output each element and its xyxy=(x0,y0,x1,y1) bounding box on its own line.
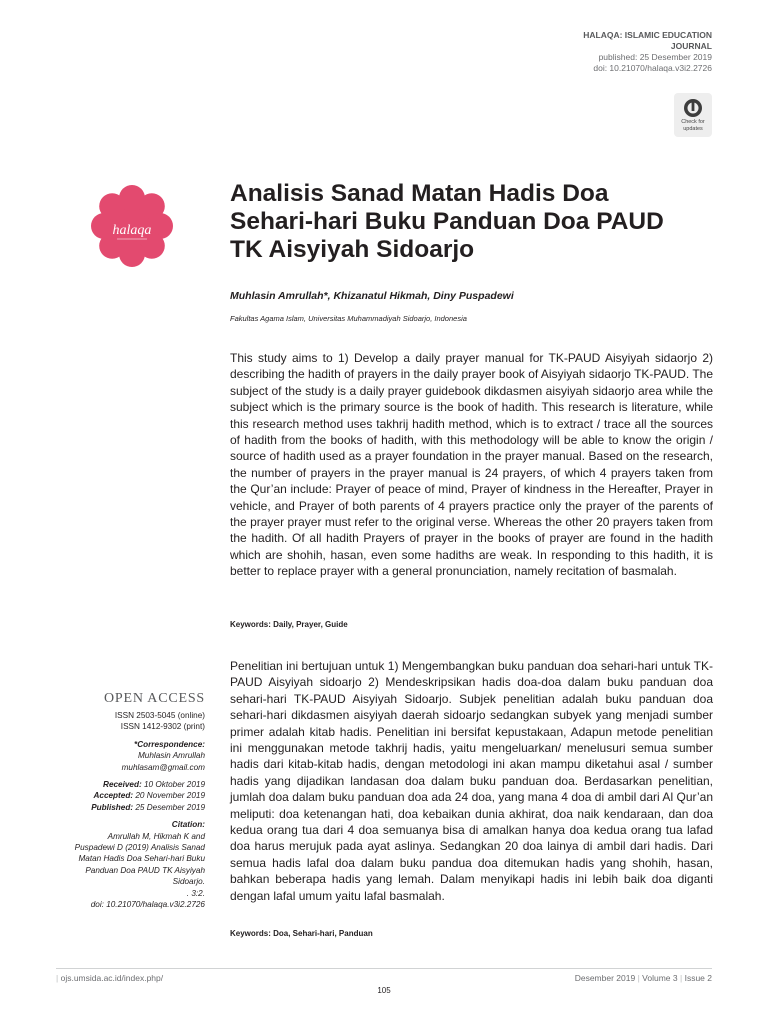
correspondence-email[interactable]: muhlasam@gmail.com xyxy=(121,762,205,772)
page-number: 105 xyxy=(377,986,391,995)
badge-text-line1: Check for xyxy=(681,119,705,125)
correspondence-label: *Correspondence: xyxy=(134,739,205,749)
crossmark-icon xyxy=(683,98,703,118)
title-line: Analisis Sanad Matan Hadis Doa xyxy=(230,180,609,207)
author-list: Muhlasin Amrullah*, Khizanatul Hikmah, Diny Puspadewi xyxy=(230,290,514,302)
check-for-updates-badge[interactable] xyxy=(674,93,712,137)
footer-url-text[interactable]: ojs.umsida.ac.id/index.php/ xyxy=(60,973,164,983)
keywords-indonesian: Keywords: Doa, Sehari-hari, Panduan xyxy=(230,929,373,938)
logo-wordmark: halaqa xyxy=(112,223,152,238)
badge-text-line2: updates xyxy=(683,126,703,132)
footer-url[interactable]: | ojs.umsida.ac.id/index.php/ xyxy=(56,973,164,983)
footer-divider xyxy=(56,968,712,969)
accepted-label: Accepted: xyxy=(93,791,134,801)
doi-header: doi: 10.21070/halaqa.v3i2.2726 xyxy=(593,63,712,73)
footer-date: Desember 2019 xyxy=(574,973,636,983)
footer-volume: Volume 3 xyxy=(642,973,678,983)
published-date-header: published: 25 Desember 2019 xyxy=(598,52,712,62)
issn-online: ISSN 2503-5045 (online) xyxy=(114,711,205,720)
title-line: TK Aisyiyah Sidoarjo xyxy=(230,236,475,263)
footer-issue-info: Desember 2019 | Volume 3 | Issue 2 xyxy=(574,973,712,983)
issn-print: ISSN 1412-9302 (print) xyxy=(120,722,205,732)
affiliation: Fakultas Agama Islam, Universitas Muhammadiyah Sidoarjo, Indonesia xyxy=(230,314,467,323)
keywords-english: Keywords: Daily, Prayer, Guide xyxy=(230,620,348,629)
citation-line: Amrullah M, Hikmah K and xyxy=(107,831,205,841)
citation-doi[interactable]: doi: 10.21070/halaqa.v3i2.2726 xyxy=(90,900,205,910)
article-info-sidebar xyxy=(40,690,205,911)
open-access-label: OPEN ACCESS xyxy=(104,691,205,706)
citation-line: Puspadewi D (2019) Analisis Sanad xyxy=(74,843,205,853)
abstract-indonesian: Penelitian ini bertujuan untuk 1) Mengembangkan buku panduan doa sehari-hari untuk TK-PAUD Aisyiyah sidoarjo 2) Mendeskripsikan hadis doa-doa dalam buku panduan doa sehari-hari TK-PAUD Aisyiyah Sidoarjo. Subjek penelitian adalah buku panduan doa sehari-hari dikdasmen aisyiyah daerah sidoarjo sedangkan subyek yang menjadi sumber primer adalah kitab hadis. Penelitian ini bersifat kepustakaan, Adapun metode penelitian ini menggunakan metode takhrij hadis, yaitu mengeluarkan/ menelusuri semua sumber hadis dari kitab-kitab hadis, dengan metodologi ini akan mampu diketahui asal / sumber hadis yang dijadikan landasan doa dalam buku panduan doa. Berdasarkan penelitian, jumlah doa dalam buku panduan doa ada 24 doa, yang mana 4 doa di ambil dari Al Qur’an meliputi: doa ketenangan hati, doa kebaikan dunia akhirat, doa naik kendaraan, dan doa kedua orang tua dari 4 doa semuanya bisa di amalkan hanya doa kedua orang tua lafad doa harus merujuk pada ayat aslinya. Sedangkan 20 doa lainya di ambil dari hadis. Dari semua hadis lafal doa dalam buku pandua doa ditemukan hadis yang shohih, hasan, bahkan beberapa hadis yang lemah. Dalam menyikapi hadis ini lebih baik doa diganti dengan lafal umum yaitu lafal basmalah. xyxy=(230,659,713,903)
journal-name-line2: JOURNAL xyxy=(670,41,712,51)
received-label: Received: xyxy=(103,780,142,790)
footer-issue: Issue 2 xyxy=(684,973,712,983)
title-line: Sehari-hari Buku Panduan Doa PAUD xyxy=(230,208,664,235)
received-date: 10 Oktober 2019 xyxy=(144,780,205,790)
correspondence-name: Muhlasin Amrullah xyxy=(137,751,205,761)
citation-line: Matan Hadis Doa Sehari-hari Buku xyxy=(78,854,205,864)
citation-label: Citation: xyxy=(171,820,205,830)
flower-logo-icon xyxy=(87,181,177,271)
journal-name: HALAQA: ISLAMIC EDUCATION xyxy=(583,30,712,40)
accepted-date: 20 November 2019 xyxy=(135,791,205,801)
published-label: Published: xyxy=(91,802,134,812)
citation-line: Panduan Doa PAUD TK Aisyiyah xyxy=(85,865,205,875)
journal-logo xyxy=(87,181,177,271)
journal-header xyxy=(452,30,712,74)
paper-title xyxy=(230,180,730,264)
abstract-english: This study aims to 1) Develop a daily prayer manual for TK-PAUD Aisyiyah sidaorjo 2) describing the hadith of prayers in the daily prayer book of Aisyiyah sidaorjo TK-PAUD. The subject of the study is a daily prayer guidebook dikdasmen aisyiyah sidaorjo area while the subject which is the primary source is the book of hadith. This research is literature, while this research method uses takhrij hadith method, which is to extract / trace all the sources of hadith from the books of hadith, with this methodology will be able to know the origin / source of hadith used as a prayer foundation in the prayer manual. Based on the research, the number of prayers in the prayer manual is 24 prayers, of which 4 prayers taken from the Qur’an include: Prayer of peace of mind, Prayer of kindness in the Hereafter, Prayer in vehicle, and Prayer of both parents of 4 prayers practice only the prayer of the parents of the prayer prayer must refer to the original verse. Whereas the other 20 prayers taken from the hadith. Of all hadith Prayers of prayer in the books of prayer are found in the hadith which are shohih, hasan, even some hadiths are weak. In responding to this hadith, it is better to replace prayer with a general pronunciation, namely recitation of basmalah. xyxy=(230,351,713,579)
citation-line: . 3:2. xyxy=(186,888,205,898)
citation-line: Sidoarjo. xyxy=(172,877,205,887)
published-date: 25 Desember 2019 xyxy=(135,802,205,812)
